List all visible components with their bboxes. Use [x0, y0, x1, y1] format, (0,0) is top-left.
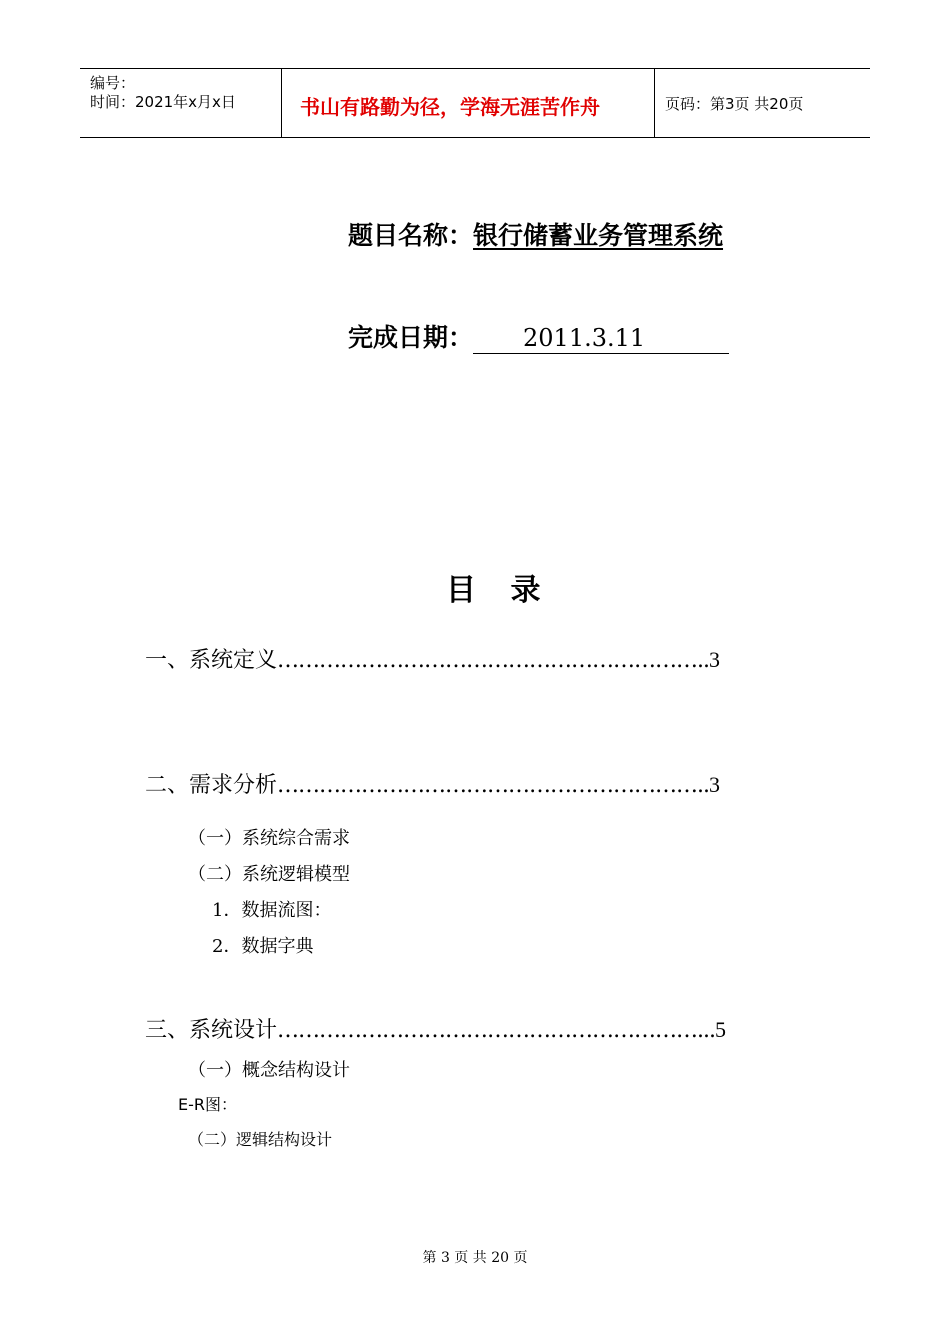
toc-subitem: E-R图：: [178, 1095, 238, 1114]
toc-subitem: （一）概念结构设计: [188, 1060, 350, 1081]
toc-heading: 目 录: [446, 573, 553, 608]
motto-text: 书山有路勤为径，学海无涯苦作舟: [300, 95, 600, 119]
toc-page-number: 3: [709, 647, 721, 672]
toc-subitem: （二）系统逻辑模型: [188, 864, 350, 885]
number-label: 编号：: [90, 74, 136, 92]
time-label: 时间：2021年x月x日: [90, 93, 236, 111]
toc-dot-leader: ……………………………………………………..: [277, 648, 710, 673]
toc-page-number: 3: [709, 772, 721, 797]
project-title-label: 题目名称：: [348, 221, 474, 250]
toc-section-label: 三、系统设计: [145, 1018, 278, 1043]
completion-date-row: [348, 318, 729, 354]
toc-subitem: （一）系统综合需求: [188, 828, 350, 849]
page-footer: 第 3 页 共 20 页: [422, 1250, 528, 1266]
project-title-value: 银行储蓄业务管理系统: [473, 221, 724, 250]
header-page-cell: [655, 69, 870, 137]
completion-date-label: 完成日期：: [348, 323, 474, 352]
toc-subitem: （二）逻辑结构设计: [188, 1130, 333, 1149]
toc-section: [145, 1013, 726, 1044]
project-title-row: [348, 216, 723, 252]
page-header: [80, 68, 870, 138]
header-motto-cell: [282, 69, 655, 137]
header-meta-cell: [80, 69, 282, 137]
toc-section-label: 一、系统定义: [145, 648, 278, 673]
toc-page-number: 5: [715, 1017, 726, 1042]
toc-section: [145, 643, 720, 674]
toc-section: [145, 768, 720, 799]
toc-subitem: 2．数据字典: [212, 936, 314, 957]
toc-subitem: 1．数据流图：: [212, 900, 332, 921]
toc-dot-leader: ……………………………………………………...: [277, 1018, 715, 1043]
completion-date-value: 2011.3.11: [473, 323, 729, 354]
toc-section-label: 二、需求分析: [145, 773, 278, 798]
toc-dot-leader: ……………………………………………………..: [277, 773, 710, 798]
header-page-info: 页码：第3页 共20页: [665, 95, 804, 113]
